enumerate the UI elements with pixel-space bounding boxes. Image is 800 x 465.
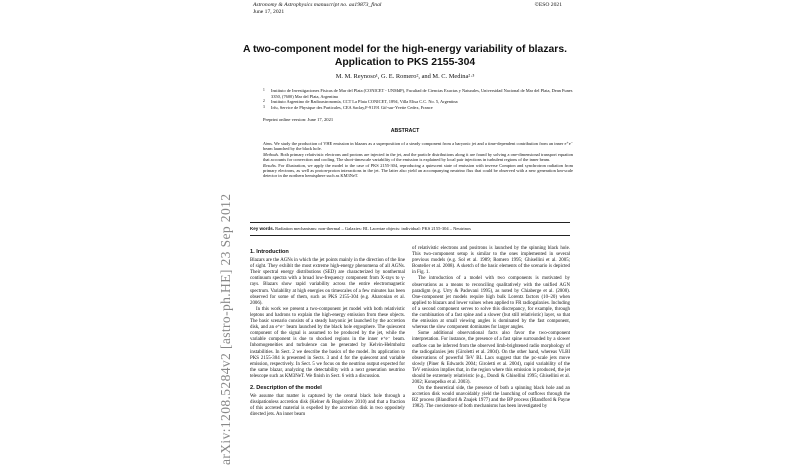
abstract-aims [263, 141, 573, 152]
paragraph: On the theoretical side, the presence of both a spinning black hole and an accretion disk would unavoidably yield the launching of outflows through the BZ process (Blandford & Znajek 1977) and the BP process (Blandford & Payne 1982). The coexistence of both mechanisms has been investigated by [412, 386, 570, 410]
affiliation-text: Irfu, Service de Physique des Particules, CEA Saclay,F-91191 Gif-sur-Yvette Cedex, France [271, 104, 433, 110]
affiliation-number: 1 [263, 88, 265, 92]
title-line-2: Application to PKS 2155-304 [334, 57, 476, 68]
methods-text: Both primary relativistic electrons and protons are injected in the jet, and the particle distributions along it are found by solving a one-dimensional transport equation that accounts for convection and cooling. The short-timescale variability of the emission is explained by local pair injections in turbulent regions of the inner beam. [263, 151, 573, 163]
header-date: June 17, 2021 [253, 9, 285, 15]
abstract-results [263, 163, 573, 179]
section-heading: 1. Introduction [250, 249, 289, 255]
aims-text: We study the production of VHE emission in blazars as a superposition of a steady component from a baryonic jet and a time-dependent contribution from an inner e⁺e⁻ beam launched by the black hole. [263, 141, 573, 152]
copyright: ©ESO 2021 [534, 2, 562, 8]
title-line-1: A two-component model for the high-energy variability of blazars. [242, 44, 568, 55]
paragraph: Some additional observational facts also favor the two-component interpretation. For instance, the presence of a fast spine surrounded by a slower outflow can be inferred from the observed limb-brightened radio morphology of the radiogalaxies jets (Giroletti et al. 2004). On the other hand, whereas VLBI observations of powerful TeV BL Lacs suggest that the pc-scale jets move slowly (Piner & Edwards 2004; Giroletti et al. 2004), rapid variability of the TeV emission implies that, in the region where this emission is produced, the jet should be extremely relativistic (e.g., Dondi & Ghisellini 1995; Ghisellini et al. 2002; Konopelko et al. 2003). [412, 331, 570, 386]
paragraph: In this work we present a two-component jet model with both relativistic leptons and hadrons to explain the high-energy emission from these objects. The basic scenario consists of a steady baryonic jet launched by the accretion disk, and an e⁺e⁻ beam launched by the black hole ergosphere. The quiescent component of the signal is assumed to be produced by the jet, while the variable component is due to shocked regions in the inner e⁺e⁻ beam. Inhomogeneities and turbulence can be generated by Kelvin-Helmholtz instabilities. In Sect. 2 we describe the basics of the model. Its application to PKS 2155-304 is presented in Sects. 3 and 4 for the quiescent and variable emission, respectively. In Sect. 5 we focus on the neutrino output expected for the same blazar, analyzing the detectability with a next generation neutrino telescope such as KM3NeT. We finish in Sect. 6 with a discussion. [250, 306, 405, 379]
abstract-methods [263, 152, 573, 163]
aims-label: Aims. [263, 141, 273, 146]
keywords-text: Radiation mechanisms: non-thermal – Galaxies: BL Lacertae objects: individual: PKS 2155-304 – Neutrinos [275, 226, 471, 231]
arxiv-stamp: arXiv:1208.5284v2 [astro-ph.HE] 23 Sep 2012 [218, 193, 233, 465]
abstract-body [263, 141, 573, 179]
left-column [250, 246, 405, 418]
results-text: For illustration, we apply the model to the case of PKS 2155-304, reproducing a quiescent state of emission with inverse Compton and synchrotron radiation from primary electrons, as well as proton-proton interactions in the jet. The latter also yield an accompanying neutrino flux that could be observed with a new generation km-scale detector in the northern hemisphere such as KM3NeT. [263, 162, 573, 179]
affiliation-number: 3 [263, 104, 265, 109]
paragraph: Blazars are the AGNs in which the jet points mainly in the direction of the line of sight. They exhibit the most extreme high-energy phenomena of all AGNs. Their spectral energy distributions (SED) are characterized by nonthermal continuum spectra with a broad low-frequency component from X-rays to γ-rays. Blazars show rapid variability across the entire electromagnetic spectrum. Variability at high energies on timescales of a few minutes has been observed for some of them, such as PKS 2155-304 (e.g. Aharonian et al. 2006). [250, 258, 405, 306]
paragraph: The introduction of a model with two components is motivated by observations as a means to reconciling qualitatively with the unified AGN paradigm (e.g. Urry & Padovani 1995), as noted by Chiaberge et al. (2000). One-component jet models require high bulk Lorentz factors (10–20) when applied to blazars and lower values when applied to FR radiogalaxies. Including of a second component serves to solve this discrepancy, for example, through the combination of a fast spine and a slower (but still relativistic) layer, so that the emission at small viewing angles is dominated by the fast component, whereas the slow component dominates for larger angles. [412, 276, 570, 331]
affiliation-list [263, 88, 573, 110]
affiliation-text: Instituto de Investigaciones Físicas de Mar del Plata (CONICET - UNMdP), Facultad de Ciencias Exactas y Naturales, Universidad Nacional de Mar del Plata, Dean Funes 3350, (7600) Mar del Plata, Argentina [271, 88, 573, 99]
divider [250, 222, 570, 223]
paragraph: of relativistic electrons and positrons is launched by the spinning black hole. This two-component setup is similar to the ones implemented in several previous models (e.g. Sol et al. 1989; Romero 1995; Ghisellini et al. 2005; Boutelier et al. 2008). A sketch of the basic elements of the scenario is depicted in Fig. 1. [412, 246, 570, 276]
abstract-heading: ABSTRACT [390, 128, 420, 134]
keywords [250, 226, 575, 231]
keywords-label: Key words. [250, 226, 275, 231]
affiliation-text: Instituto Argentino de Radioastronomía, CCT La Plata CONICET, 1894, Villa Elisa C.C. No. 5, Argentina [271, 99, 458, 105]
journal-header [253, 2, 381, 16]
paper-title [240, 43, 570, 69]
divider [250, 235, 570, 236]
methods-label: Methods. [263, 151, 280, 157]
affiliation-item [263, 105, 573, 111]
section-heading: 2. Description of the model [250, 384, 322, 391]
right-column [412, 246, 570, 411]
affiliation-item [263, 88, 573, 99]
paragraph: We assume that matter is captured by the central black hole through a dissipationless accretion disk (Kelner & Bogolobov 2010) and that a fraction of this accreted material is expelled by the accretion disk in two oppositely directed jets. An inner beam [250, 394, 405, 418]
journal-line: Astronomy & Astrophysics manuscript no. aa19873_final [253, 2, 382, 8]
author-list: M. M. Reynoso¹, G. E. Romero², and M. C. Medina²·³ [335, 73, 475, 80]
results-label: Results. [263, 162, 277, 168]
preprint-note: Preprint online version: June 17, 2021 [263, 117, 334, 122]
affiliation-number: 2 [263, 99, 265, 104]
